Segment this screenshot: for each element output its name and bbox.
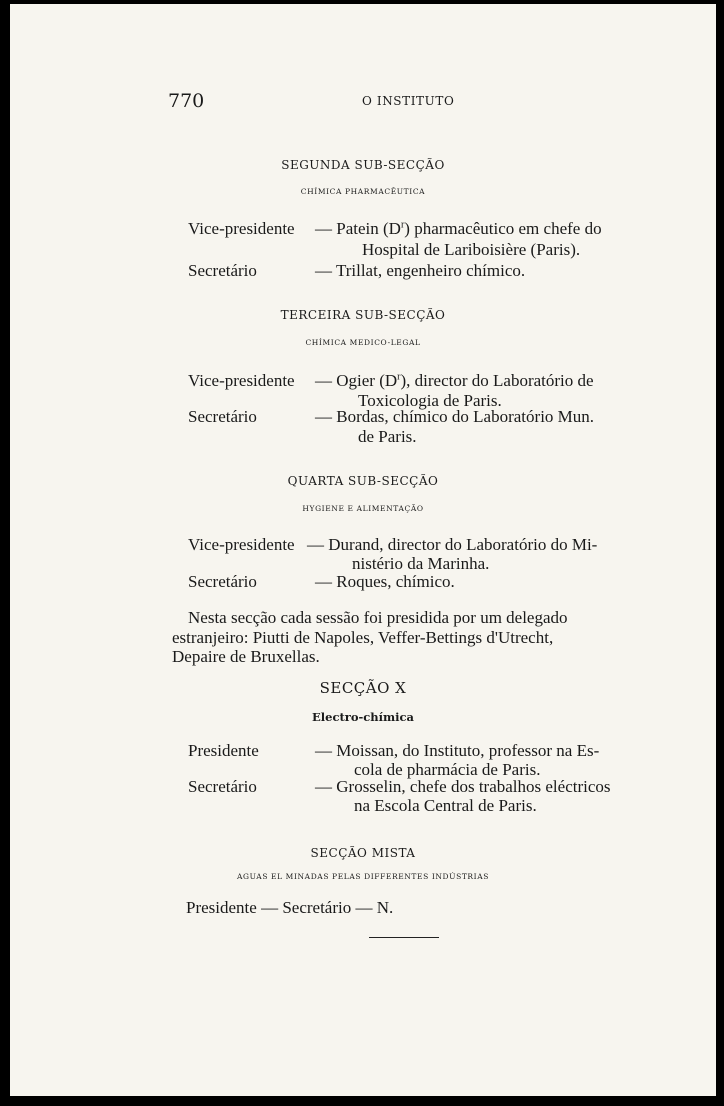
entry-text: — Bordas, chímico do Laboratório Mun.: [315, 407, 595, 426]
section-heading: QUARTA SUB-SECÇÃO: [287, 474, 439, 488]
entry-continuation: de Paris.: [358, 427, 417, 446]
entry-text: — Moissan, do Instituto, professor na Es-: [315, 741, 600, 760]
paragraph-line: Depaire de Bruxellas.: [172, 647, 320, 666]
section-subheading: AGUAS EL MINADAS PELAS DIFFERENTES INDÚSTRIAS: [237, 872, 489, 881]
role-label: Vice-presidente: [188, 219, 295, 238]
entry-continuation: cola de pharmácia de Paris.: [354, 760, 541, 779]
role-label: Secretário: [188, 777, 257, 796]
section-subheading: CHÍMICA MEDICO-LEGAL: [305, 338, 421, 347]
running-title: O INSTITUTO: [362, 94, 455, 108]
role-label: Secretário: [188, 261, 257, 280]
section-heading: SECÇÃO MISTA: [310, 846, 416, 860]
closing-rule: [369, 937, 439, 938]
entry-text: — Roques, chímico.: [315, 572, 455, 591]
page-number: 770: [168, 90, 205, 112]
entry-text: — Durand, director do Laboratório do Mi-: [307, 535, 598, 554]
paragraph-line: estranjeiro: Piutti de Napoles, Veffer-Bettings d'Utrecht,: [172, 628, 554, 647]
role-label: Vice-presidente: [188, 371, 295, 390]
section-subheading: CHÍMICA PHARMACÊUTICA: [300, 187, 426, 196]
section-heading: SEGUNDA SUB-SECÇÃO: [281, 158, 445, 172]
role-label: Presidente: [188, 741, 259, 760]
entry-text: — Patein $(D^r)$ pharmacêutico em chefe do: [315, 219, 602, 238]
section-subheading: HYGIENE E ALIMENTAÇÃO: [302, 504, 424, 513]
document-page: [10, 4, 716, 1096]
entry-continuation: na Escola Central de Paris.: [354, 796, 537, 815]
role-label: Vice-presidente: [188, 535, 295, 554]
entry-text: Presidente — Secretário — N.: [186, 898, 394, 917]
role-label: Secretário: [188, 572, 257, 591]
paragraph-line: Nesta secção cada sessão foi presidida por um delegado: [188, 608, 568, 627]
entry-continuation: Toxicologia de Paris.: [358, 391, 502, 410]
section-heading: TERCEIRA SUB-SECÇÃO: [280, 308, 446, 322]
entry-text: — Trillat, engenheiro chímico.: [315, 261, 526, 280]
entry-continuation: nistério da Marinha.: [352, 554, 490, 573]
entry-continuation: Hospital de Lariboisière (Paris).: [362, 240, 581, 259]
entry-text: — Ogier $(D^r)$, director do Laboratório de: [315, 371, 594, 390]
role-label: Secretário: [188, 407, 257, 426]
section-subheading: Electro-chímica: [312, 710, 414, 724]
section-heading: SECÇÃO X: [319, 679, 407, 697]
entry-text: — Grosselin, chefe dos trabalhos eléctricos: [315, 777, 611, 796]
